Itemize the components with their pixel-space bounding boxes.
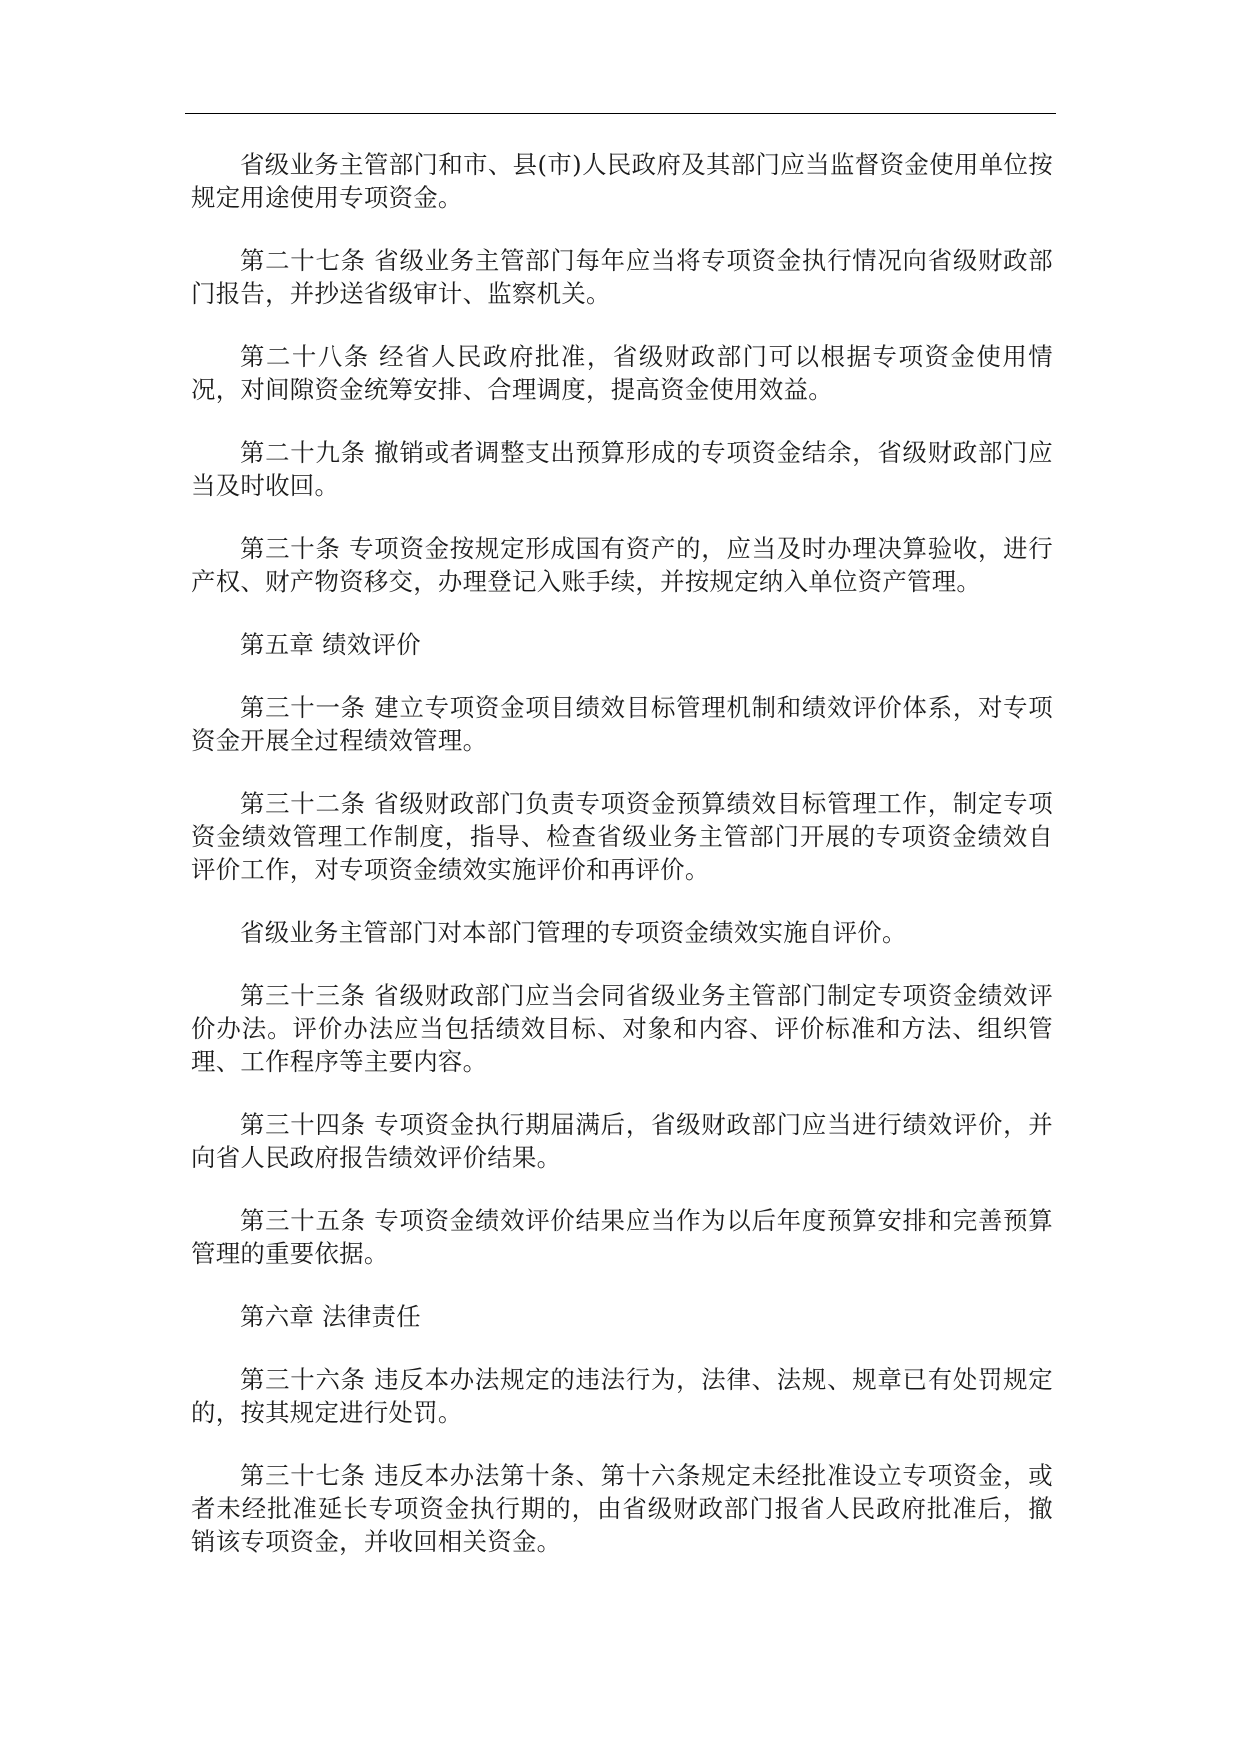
article-33: 第三十三条 省级财政部门应当会同省级业务主管部门制定专项资金绩效评价办法。评价办法应当包括绩效目标、对象和内容、评价标准和方法、组织管理、工作程序等主要内容。	[191, 981, 1053, 1076]
article-28: 第二十八条 经省人民政府批准，省级财政部门可以根据专项资金使用情况，对间隙资金统筹安排、合理调度，提高资金使用效益。	[191, 342, 1053, 404]
document-body	[191, 148, 1053, 1588]
chapter-5-heading: 第五章 绩效评价	[240, 630, 421, 659]
article-36: 第三十六条 违反本办法规定的违法行为，法律、法规、规章已有处罚规定的，按其规定进行处罚。	[191, 1365, 1053, 1427]
article-30: 第三十条 专项资金按规定形成国有资产的，应当及时办理决算验收，进行产权、财产物资移交，办理登记入账手续，并按规定纳入单位资产管理。	[191, 534, 1053, 596]
article-34: 第三十四条 专项资金执行期届满后，省级财政部门应当进行绩效评价，并向省人民政府报告绩效评价结果。	[191, 1110, 1053, 1172]
header-rule	[185, 113, 1056, 114]
article-31: 第三十一条 建立专项资金项目绩效目标管理机制和绩效评价体系，对专项资金开展全过程绩效管理。	[191, 693, 1053, 755]
article-27: 第二十七条 省级业务主管部门每年应当将专项资金执行情况向省级财政部门报告，并抄送省级审计、监察机关。	[191, 246, 1053, 308]
paragraph: 省级业务主管部门和市、县(市)人民政府及其部门应当监督资金使用单位按规定用途使用专项资金。	[191, 150, 1053, 212]
paragraph: 省级业务主管部门对本部门管理的专项资金绩效实施自评价。	[240, 918, 907, 947]
article-32: 第三十二条 省级财政部门负责专项资金预算绩效目标管理工作，制定专项资金绩效管理工作制度，指导、检查省级业务主管部门开展的专项资金绩效自评价工作，对专项资金绩效实施评价和再评价。	[191, 789, 1053, 884]
chapter-6-heading: 第六章 法律责任	[240, 1302, 421, 1331]
article-29: 第二十九条 撤销或者调整支出预算形成的专项资金结余，省级财政部门应当及时收回。	[191, 438, 1053, 500]
article-35: 第三十五条 专项资金绩效评价结果应当作为以后年度预算安排和完善预算管理的重要依据。	[191, 1206, 1053, 1268]
article-37: 第三十七条 违反本办法第十条、第十六条规定未经批准设立专项资金，或者未经批准延长专项资金执行期的，由省级财政部门报省人民政府批准后，撤销该专项资金，并收回相关资金。	[191, 1461, 1053, 1556]
